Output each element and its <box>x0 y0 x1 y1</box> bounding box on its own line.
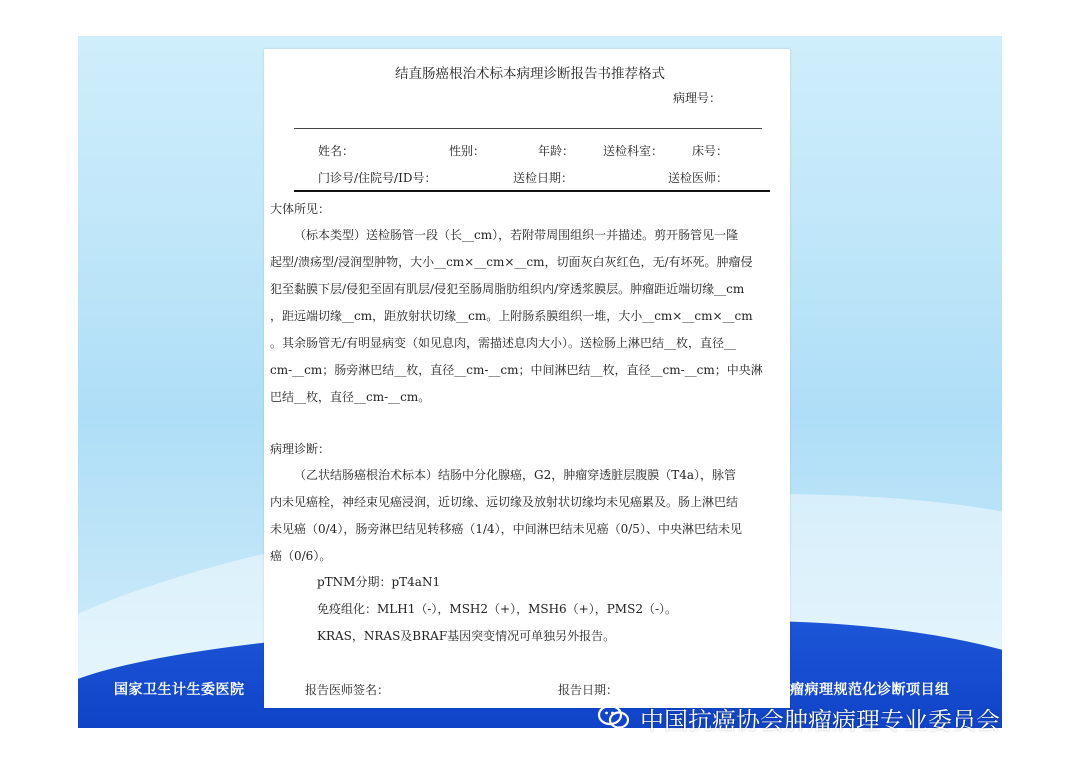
diagnosis-line: （乙状结肠癌根治术标本）结肠中分化腺癌，G2，肿瘤穿透脏层腹膜（T4a），脉管 <box>294 468 737 482</box>
field-name: 姓名： <box>318 144 355 158</box>
wechat-icon <box>597 704 631 730</box>
gross-line: ，距远端切缘__cm，距放射状切缘__cm。上附肠系膜组织一堆，大小__cm×__cm×__cm <box>270 309 753 323</box>
diagnosis-heading: 病理诊断： <box>270 442 331 456</box>
field-send-doctor: 送检医师： <box>668 171 729 185</box>
field-sex: 性别： <box>449 144 486 158</box>
gross-line: 起型/溃疡型/浸润型肿物，大小__cm×__cm×__cm，切面灰白灰红色，无/有坏死。肿瘤侵 <box>270 255 753 269</box>
gross-line: （标本类型）送检肠管一段（长__cm），若附带周围组织一并描述。剪开肠管见一隆 <box>294 228 739 242</box>
field-bed: 床号： <box>692 144 729 158</box>
report-date-label: 报告日期： <box>558 683 619 697</box>
band-left-text: 国家卫生计生委医院 <box>114 682 245 698</box>
diagnosis-line: 内未见癌栓，神经束见癌浸润，近切缘、远切缘及放射状切缘均未见癌累及。肠上淋巴结 <box>270 495 739 509</box>
band-right-text: 瘤病理规范化诊断项目组 <box>790 682 950 698</box>
report-document <box>264 49 790 708</box>
molecular-note: KRAS，NRAS及BRAF基因突变情况可单独另外报告。 <box>317 629 616 643</box>
source-watermark: 中国抗癌协会肿瘤病理专业委员会 <box>640 707 1000 735</box>
signature-label: 报告医师签名： <box>305 683 390 697</box>
field-send-date: 送检日期： <box>513 171 574 185</box>
gross-heading: 大体所见： <box>270 202 331 216</box>
fields-divider <box>294 190 770 192</box>
diagnosis-line: 未见癌（0/4），肠旁淋巴结见转移癌（1/4），中间淋巴结未见癌（0/5）、中央淋巴结未见 <box>270 522 742 536</box>
pathology-number-label: 病理号： <box>673 91 722 105</box>
report-title: 结直肠癌根治术标本病理诊断报告书推荐格式 <box>395 66 665 82</box>
gross-line: 巴结__枚，直径__cm-__cm。 <box>270 390 431 404</box>
header-divider <box>294 128 762 129</box>
gross-line: 犯至黏膜下层/侵犯至固有肌层/侵犯至肠周脂肪组织内/穿透浆膜层。肿瘤距近端切缘__cm <box>270 282 745 296</box>
ptnm-stage: pTNM分期：pT4aN1 <box>317 575 441 589</box>
field-department: 送检科室： <box>603 144 664 158</box>
gross-line: cm-__cm；肠旁淋巴结__枚，直径__cm-__cm；中间淋巴结__枚，直径__cm-__cm；中央淋 <box>270 363 763 377</box>
field-age: 年龄： <box>538 144 575 158</box>
diagnosis-line: 癌（0/6）。 <box>270 549 332 563</box>
ihc-results: 免疫组化：MLH1（-），MSH2（+），MSH6（+），PMS2（-）。 <box>317 602 678 616</box>
gross-line: 。其余肠管无/有明显病变（如见息肉，需描述息肉大小）。送检肠上淋巴结__枚，直径__ <box>270 336 737 350</box>
field-clinic-id: 门诊号/住院号/ID号： <box>318 171 437 185</box>
